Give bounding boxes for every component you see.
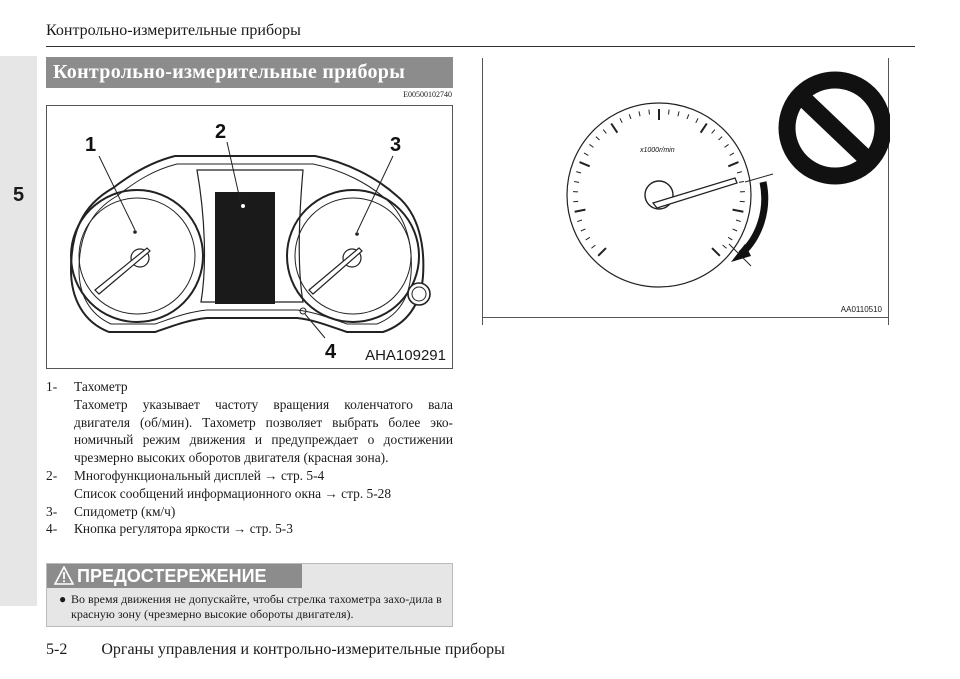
- legend-text: Список сообщений информационного окна → стр. 5-28: [74, 485, 392, 501]
- section-code: E00500102740: [403, 90, 452, 99]
- warning-triangle-icon: [54, 566, 74, 585]
- tach-tick: [576, 172, 581, 173]
- display-callout-dot: [241, 204, 245, 208]
- speedometer-needle: [309, 248, 362, 294]
- tachometer-needle: [95, 248, 150, 294]
- tach-tick: [589, 144, 593, 147]
- chapter-tab[interactable]: 5: [0, 175, 37, 215]
- tach-tick: [737, 172, 742, 173]
- callout-2: 2: [215, 121, 227, 143]
- callout-3: 3: [390, 134, 402, 156]
- legend-list: [46, 378, 453, 538]
- header-rule: [46, 46, 915, 47]
- running-header: Контрольно-измерительные приборы: [46, 22, 301, 39]
- tach-tick: [712, 130, 715, 134]
- legend-text: Тахометр указывает частоту вращения коленчатого вала двигателя (об/мин). Тахометр позволяет выбрать более эко-номичный режим движения и предупреждает о достижении чрезмерно высоких оборотов двигателя (красная зона).: [74, 396, 453, 466]
- tach-tick: [718, 137, 722, 140]
- tach-tick: [596, 137, 600, 140]
- page-number: 5-2: [46, 641, 68, 658]
- legend-num: 3-: [46, 503, 58, 519]
- legend-item-3: [46, 503, 453, 521]
- figure-code-right: AA0110510: [840, 305, 882, 314]
- tach-tick: [733, 229, 738, 231]
- tach-tick: [730, 153, 734, 155]
- legend-item-1: [46, 378, 453, 467]
- tach-tick: [629, 114, 631, 119]
- legend-num: 4-: [46, 521, 58, 537]
- tach-tick: [639, 111, 640, 116]
- tach-tick: [603, 130, 606, 134]
- tach-tick: [574, 182, 579, 183]
- tach-tick: [581, 229, 586, 231]
- legend-title: Спидометр (км/ч): [74, 503, 176, 519]
- tach-tick: [586, 237, 590, 240]
- legend-title: Тахометр: [74, 379, 128, 394]
- leader-3: [357, 156, 393, 232]
- tach-tick: [649, 110, 650, 115]
- tachometer-warning-figure: [482, 58, 889, 325]
- legend-item-4: [46, 520, 453, 538]
- tach-tick: [733, 210, 744, 212]
- cluster-figure: [46, 105, 453, 369]
- tach-tick: [678, 111, 679, 116]
- warning-text: Во время движения не допускайте, чтобы стрелка тахометра захо-дила в красную зону (чрезмерно высокие обороты двигателя).: [71, 592, 442, 621]
- tach-tick: [728, 237, 732, 240]
- tach-tick: [620, 118, 622, 122]
- tach-tick: [598, 248, 606, 256]
- tach-unit-label: x1000r/min: [640, 147, 675, 154]
- callout-1: 1: [85, 134, 97, 156]
- legend-num: 1-: [46, 379, 58, 394]
- warning-box: [46, 563, 453, 627]
- cluster-illustration: [47, 106, 454, 370]
- multi-info-display: [215, 192, 275, 304]
- tach-tick: [728, 162, 738, 166]
- tach-tick: [725, 144, 729, 147]
- warning-title: ПРЕДОСТЕРЕЖЕНИЕ: [77, 566, 267, 586]
- tach-tick: [687, 114, 689, 119]
- callout-4: 4: [325, 341, 337, 363]
- tach-tick: [696, 118, 698, 122]
- tach-tick: [584, 153, 588, 155]
- legend-num: 2-: [46, 467, 58, 483]
- tach-tick: [575, 210, 586, 212]
- side-strip: [0, 56, 37, 606]
- tach-tick: [611, 123, 617, 132]
- tach-tick: [669, 110, 670, 115]
- leader-3-end: [355, 232, 359, 236]
- tach-tick: [591, 245, 595, 248]
- legend-title: Кнопка регулятора яркости → стр. 5-3: [74, 521, 293, 537]
- brightness-knob: [408, 283, 430, 305]
- figure-code-left: AHA109291: [365, 347, 446, 364]
- tach-tick: [580, 162, 590, 166]
- tachometer-illustration: [483, 58, 890, 325]
- leader-4: [305, 314, 325, 338]
- figure-bottom-rule: [483, 317, 888, 325]
- tach-tick: [736, 220, 741, 222]
- tach-tick: [577, 220, 582, 222]
- redzone-arrow-body: [741, 182, 765, 254]
- legend-title: Многофункциональный дисплей → стр. 5-4: [74, 467, 325, 483]
- tach-tick: [723, 245, 727, 248]
- page-footer: [46, 641, 505, 659]
- warning-item: [59, 592, 444, 622]
- tach-tick: [701, 123, 707, 132]
- section-title: Контрольно-измерительные приборы: [46, 57, 453, 88]
- tach-tick: [739, 182, 744, 183]
- warning-title-bar: [47, 564, 302, 588]
- footer-chapter: Органы управления и контрольно-измерительные приборы: [101, 641, 505, 658]
- leader-1-end: [133, 230, 137, 234]
- legend-item-2: [46, 467, 453, 503]
- bullet-icon: ●: [59, 592, 67, 606]
- tach-tick: [712, 248, 720, 256]
